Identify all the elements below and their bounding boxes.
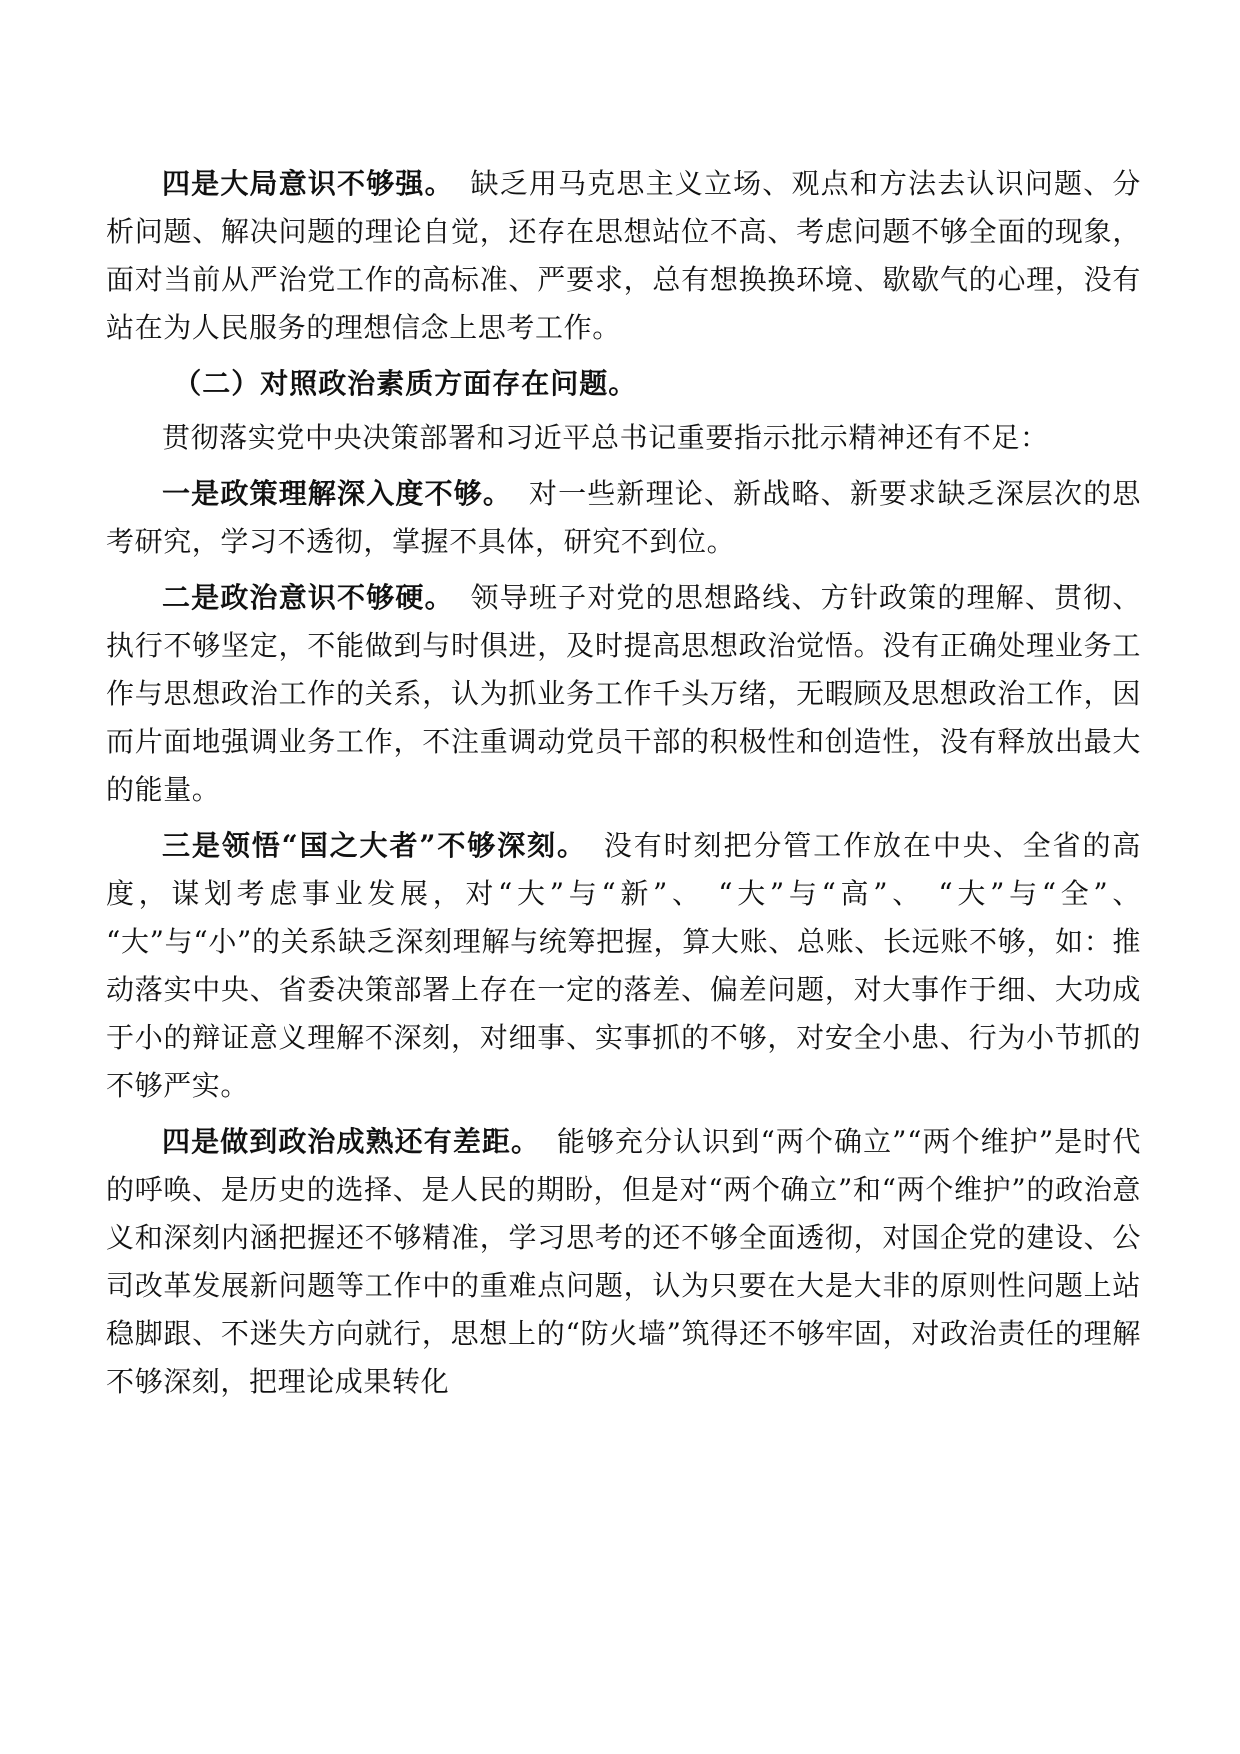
item-lead: 三是领悟“国之大者”不够深刻。	[162, 829, 587, 862]
list-item	[106, 470, 1141, 566]
paragraph-text: 缺乏用马克思主义立场、观点和方法去认识问题、分析问题、解决问题的理论自觉，还存在思想站位不高、考虑问题不够全面的现象，面对当前从严治党工作的高标准、严要求，总有想换换环境、歇歇气的心理，没有站在为人民服务的理想信念上思考工作。	[106, 167, 1141, 344]
paragraph-lead: 四是大局意识不够强。	[162, 167, 454, 200]
item-lead: 二是政治意识不够硬。	[162, 581, 454, 614]
list-item	[106, 574, 1141, 814]
list-item	[106, 1118, 1141, 1406]
item-lead: 一是政策理解深入度不够。	[162, 477, 513, 510]
list-item	[106, 822, 1141, 1110]
section-intro: 贯彻落实党中央决策部署和习近平总书记重要指示批示精神还有不足：	[162, 421, 1049, 454]
item-text: 没有时刻把分管工作放在中央、全省的高度，谋划考虑事业发展，对“大”与“新”、 “大”与“高”、 “大”与“全”、 “大”与“小”的关系缺乏深刻理解与统筹把握，算大账、总账、长远账不够，如：推动落实中央、省委决策部署上存在一定的落差、偏差问题，对大事作于细、大功成于小的辩证意义理解不深刻，对细事、实事抓的不够，对安全小患、行为小节抓的不够严实。	[106, 829, 1141, 1102]
item-text: 能够充分认识到“两个确立”“两个维护”是时代的呼唤、是历史的选择、是人民的期盼，但是对“两个确立”和“两个维护”的政治意义和深刻内涵把握还不够精准，学习思考的还不够全面透彻，对国企党的建设、公司改革发展新问题等工作中的重难点问题，认为只要在大是大非的原则性问题上站稳脚跟、不迷失方向就行，思想上的“防火墙”筑得还不够牢固，对政治责任的理解不够深刻，把理论成果转化	[106, 1125, 1141, 1398]
document-body	[106, 160, 1141, 1406]
item-lead: 四是做到政治成熟还有差距。	[162, 1125, 541, 1158]
item-text: 对一些新理论、新战略、新要求缺乏深层次的思考研究，学习不透彻，掌握不具体，研究不到位。	[106, 477, 1142, 558]
paragraph-big-picture	[106, 160, 1141, 352]
section-heading: （二）对照政治素质方面存在问题。	[173, 367, 638, 400]
item-text: 领导班子对党的思想路线、方针政策的理解、贯彻、执行不够坚定，不能做到与时俱进，及时提高思想政治觉悟。没有正确处理业务工作与思想政治工作的关系，认为抓业务工作千头万绪，无暇顾及思想政治工作，因而片面地强调业务工作，不注重调动党员干部的积极性和创造性，没有释放出最大的能量。	[106, 581, 1141, 806]
